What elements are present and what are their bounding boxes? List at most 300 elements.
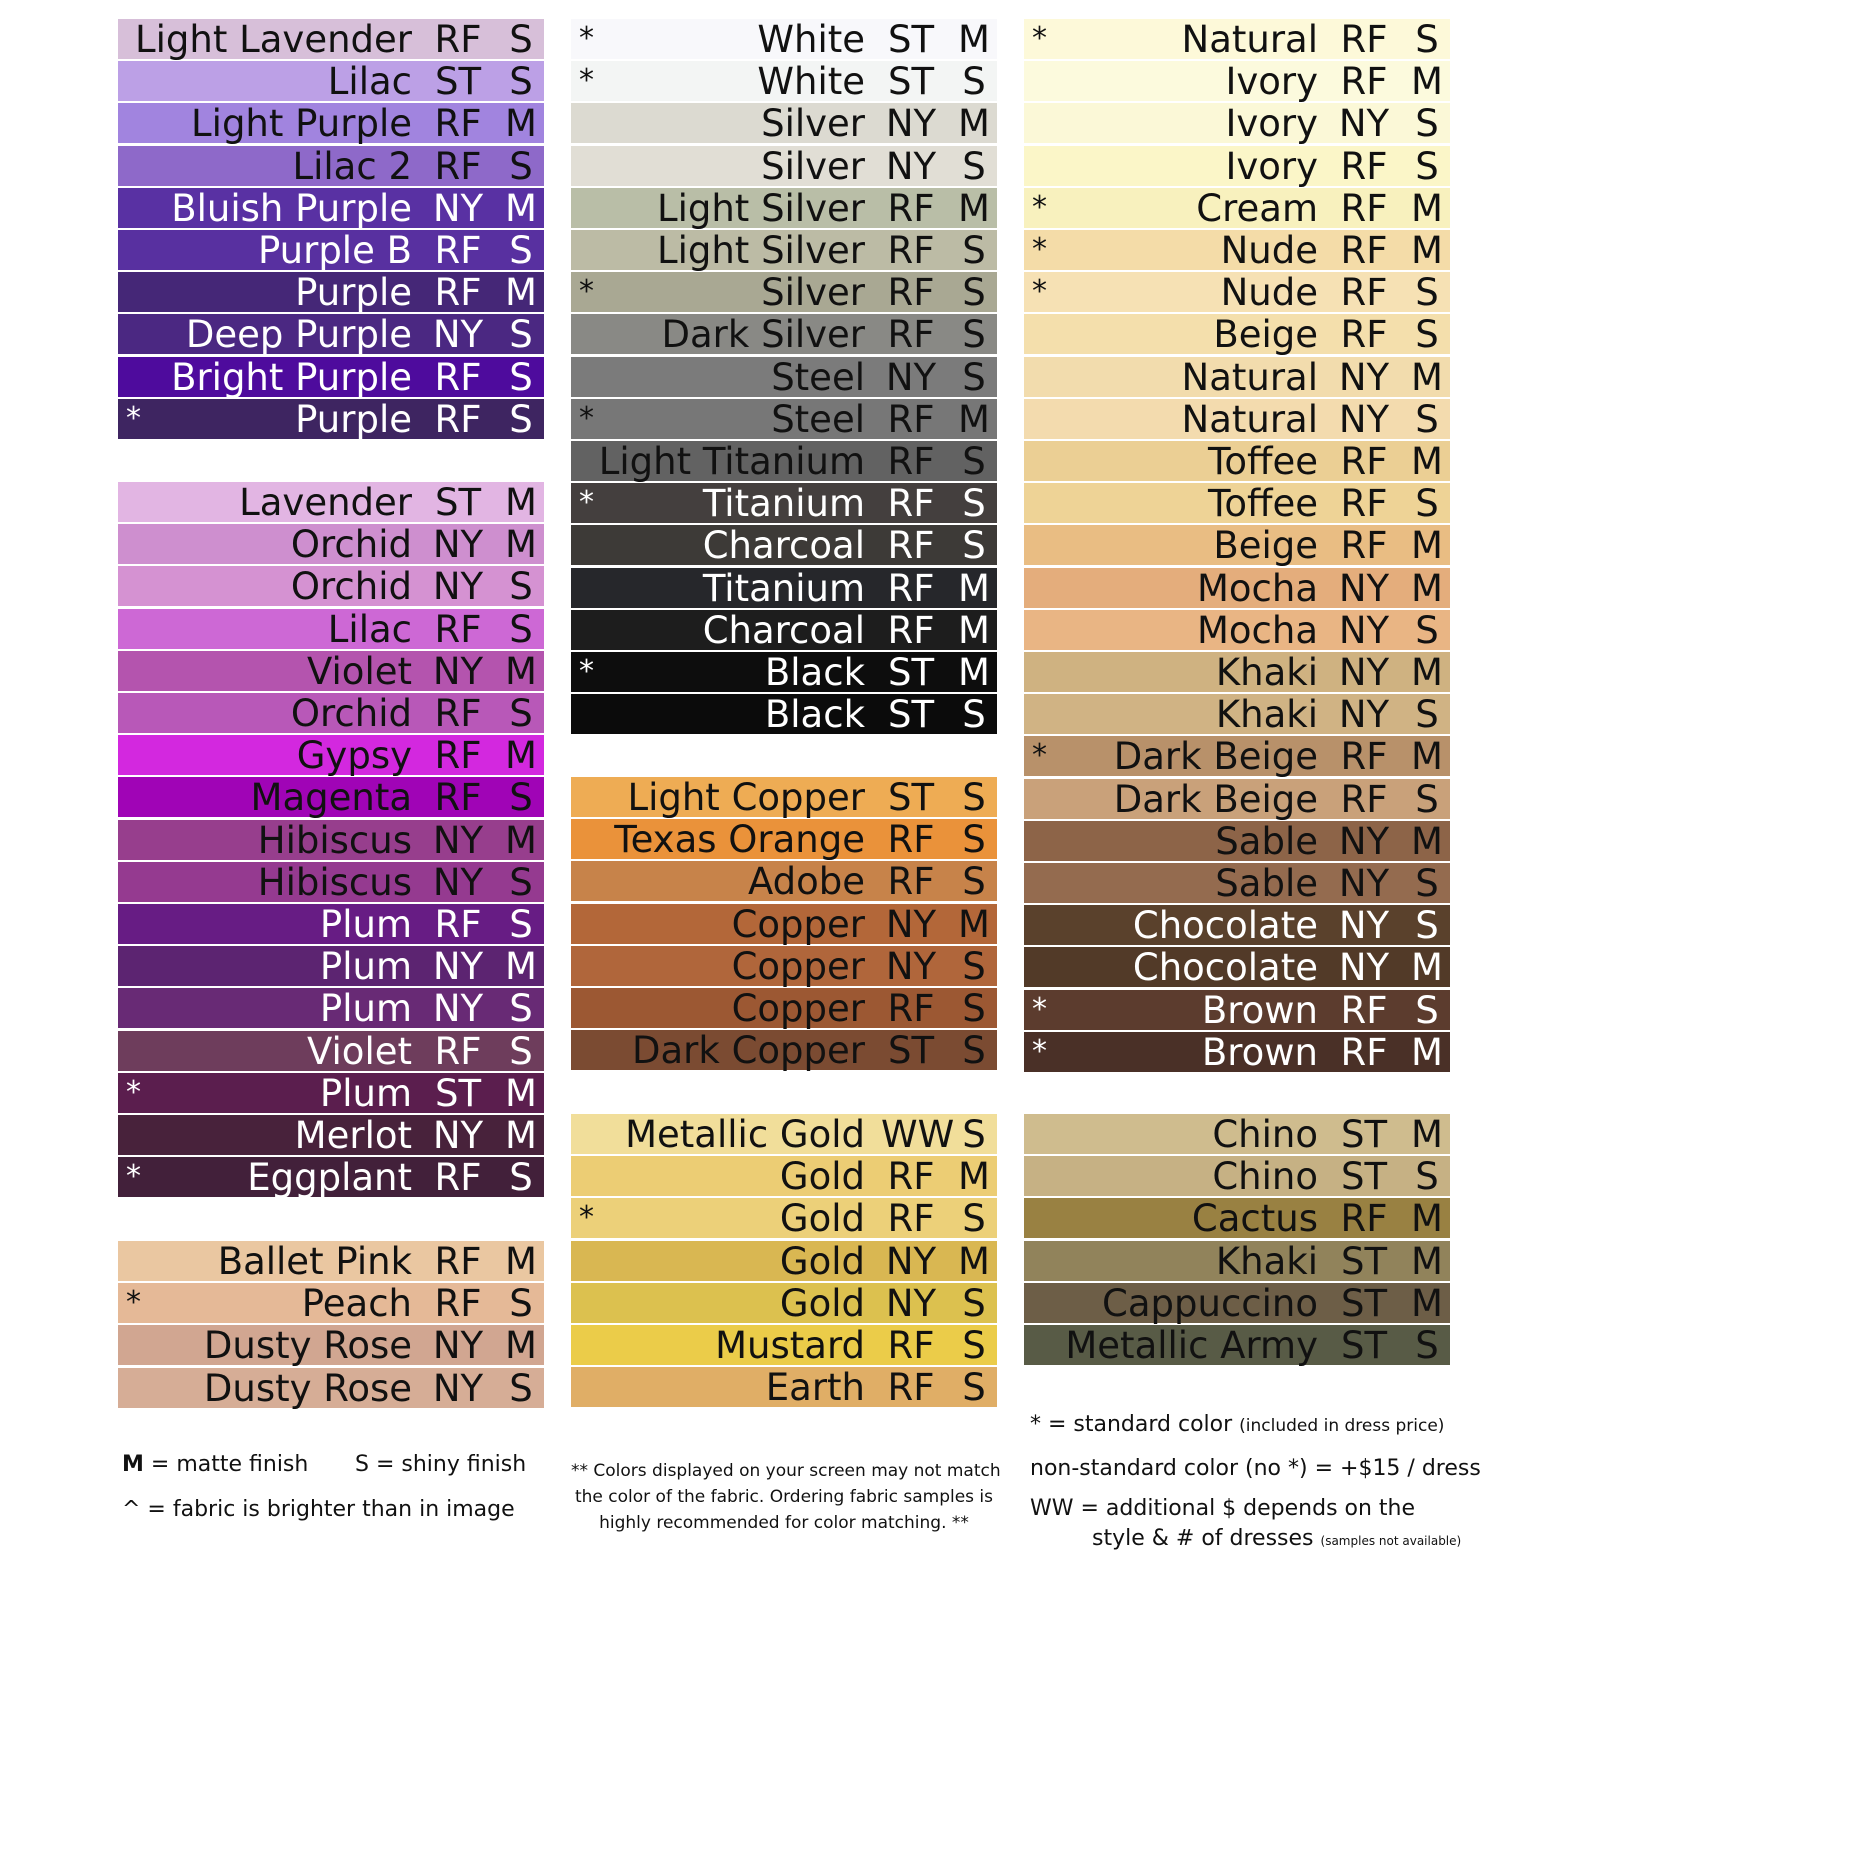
color-name: Orchid — [290, 523, 412, 566]
color-swatch-row — [1024, 1114, 1450, 1154]
finish-code: S — [1415, 609, 1439, 652]
fabric-code: RF — [434, 18, 482, 61]
color-swatch-row — [571, 399, 997, 439]
fabric-code: RF — [1340, 482, 1388, 525]
color-swatch-row — [118, 1283, 544, 1323]
standard-star: * — [1032, 21, 1047, 56]
fabric-code: NY — [1338, 693, 1390, 736]
standard-star: * — [579, 1200, 594, 1235]
color-name: Cappuccino — [1102, 1282, 1318, 1325]
fabric-code: NY — [885, 945, 937, 988]
color-name: Nude — [1220, 229, 1318, 272]
matte-key: M — [122, 1452, 144, 1477]
color-name: Texas Orange — [614, 818, 865, 861]
fabric-code: RF — [1340, 440, 1388, 483]
color-name: Dark Beige — [1113, 778, 1318, 821]
color-swatch-row — [118, 946, 544, 986]
finish-code: M — [505, 523, 537, 566]
fabric-code: WW — [881, 1113, 955, 1156]
finish-code: M — [505, 650, 537, 693]
color-name: Metallic Gold — [625, 1113, 865, 1156]
finish-code: M — [1411, 1240, 1443, 1283]
fabric-code: RF — [1340, 145, 1388, 188]
color-swatch-row — [1024, 863, 1450, 903]
color-swatch-row — [118, 1157, 544, 1197]
finish-code: S — [509, 145, 533, 188]
fabric-code: RF — [887, 987, 935, 1030]
color-name: Dark Copper — [632, 1029, 865, 1072]
color-swatch-row — [118, 777, 544, 817]
color-name: Sable — [1215, 862, 1318, 905]
color-name: Chino — [1212, 1155, 1318, 1198]
fabric-code: RF — [887, 1366, 935, 1409]
finish-code: M — [1411, 440, 1443, 483]
fabric-code: RF — [887, 482, 935, 525]
standard-star: * — [579, 485, 594, 520]
color-name: Beige — [1213, 313, 1318, 356]
color-name: Purple B — [258, 229, 412, 272]
color-name: Gold — [779, 1197, 865, 1240]
finish-code: S — [1415, 1324, 1439, 1367]
color-swatch-row — [118, 19, 544, 59]
finish-code: M — [505, 481, 537, 524]
color-swatch-row — [571, 610, 997, 650]
finish-code: M — [1411, 60, 1443, 103]
finish-code: S — [509, 60, 533, 103]
fabric-code: RF — [1340, 1031, 1388, 1074]
finish-code: S — [509, 1367, 533, 1410]
color-name: Violet — [307, 1030, 412, 1073]
finish-code: S — [1415, 989, 1439, 1032]
finish-code: S — [962, 145, 986, 188]
color-name: Dusty Rose — [203, 1367, 412, 1410]
ww-line-2: style & # of dresses — [1092, 1526, 1314, 1551]
color-swatch-row — [1024, 146, 1450, 186]
fabric-code: RF — [1340, 271, 1388, 314]
color-name: Toffee — [1208, 482, 1318, 525]
color-name: Orchid — [290, 692, 412, 735]
finish-code: S — [1415, 1155, 1439, 1198]
color-name: Violet — [307, 650, 412, 693]
color-swatch-row — [1024, 1032, 1450, 1072]
fabric-code: NY — [432, 187, 484, 230]
finish-code: S — [1415, 271, 1439, 314]
color-name: Dark Beige — [1113, 735, 1318, 778]
finish-code: M — [1411, 1113, 1443, 1156]
fabric-code: RF — [887, 567, 935, 610]
fabric-code: RF — [434, 1240, 482, 1283]
color-swatch-row — [1024, 1198, 1450, 1238]
color-swatch-row — [571, 188, 997, 228]
color-name: Ivory — [1225, 145, 1318, 188]
color-name: Gypsy — [296, 734, 412, 777]
color-swatch-row — [1024, 1325, 1450, 1365]
color-name: Charcoal — [702, 524, 865, 567]
color-name: Lilac — [327, 60, 412, 103]
color-swatch-row — [571, 694, 997, 734]
finish-code: S — [962, 1324, 986, 1367]
color-name: Brown — [1201, 989, 1318, 1032]
color-name: Light Lavender — [135, 18, 412, 61]
color-name: Adobe — [747, 860, 865, 903]
ww-legend-line-2 — [1092, 1526, 1461, 1551]
color-swatch-row — [571, 1241, 997, 1281]
fabric-code: ST — [434, 60, 482, 103]
finish-code: S — [509, 1282, 533, 1325]
standard-star: * — [579, 21, 594, 56]
color-swatch-row — [1024, 314, 1450, 354]
fabric-code: RF — [887, 313, 935, 356]
standard-small: (included in dress price) — [1239, 1416, 1445, 1436]
fabric-code: ST — [887, 18, 935, 61]
color-name: Light Titanium — [598, 440, 865, 483]
finish-code: M — [1411, 1197, 1443, 1240]
fabric-code: RF — [434, 1282, 482, 1325]
ww-small: (samples not available) — [1320, 1534, 1462, 1548]
standard-star: * — [1032, 232, 1047, 267]
color-swatch-row — [1024, 19, 1450, 59]
color-swatch-row — [1024, 1241, 1450, 1281]
finish-code: M — [505, 945, 537, 988]
color-swatch-row — [118, 820, 544, 860]
standard-star: * — [126, 1285, 141, 1320]
finish-code: M — [1411, 820, 1443, 863]
fabric-code: RF — [1340, 229, 1388, 272]
finish-code: M — [958, 651, 990, 694]
fabric-code: RF — [434, 102, 482, 145]
color-name: Black — [764, 693, 865, 736]
color-swatch-row — [118, 1368, 544, 1408]
color-name: Titanium — [702, 567, 865, 610]
color-swatch-row — [571, 652, 997, 692]
standard-text: * = standard color — [1030, 1412, 1233, 1437]
finish-code: S — [962, 818, 986, 861]
finish-code: S — [1415, 904, 1439, 947]
finish-code: M — [505, 1240, 537, 1283]
fabric-code: RF — [434, 398, 482, 441]
color-swatch-row — [1024, 652, 1450, 692]
color-swatch-row — [571, 946, 997, 986]
finish-code: S — [1415, 102, 1439, 145]
fabric-code: ST — [1340, 1282, 1388, 1325]
fabric-code: NY — [1338, 904, 1390, 947]
finish-code: S — [509, 608, 533, 651]
color-name: Steel — [771, 356, 865, 399]
color-name: Mocha — [1196, 567, 1318, 610]
color-swatch-row — [1024, 441, 1450, 481]
fabric-code: RF — [1340, 524, 1388, 567]
shiny-key: S — [355, 1452, 369, 1477]
fabric-code: NY — [432, 650, 484, 693]
color-name: Copper — [731, 987, 865, 1030]
matte-text: = matte finish — [143, 1452, 309, 1477]
color-swatch-row — [118, 272, 544, 312]
fabric-code: RF — [887, 271, 935, 314]
color-swatch-row — [118, 735, 544, 775]
color-name: Dusty Rose — [203, 1324, 412, 1367]
fabric-code: ST — [887, 651, 935, 694]
screen-disclaimer — [571, 1458, 1001, 1536]
color-name: Charcoal — [702, 609, 865, 652]
color-swatch-row — [1024, 399, 1450, 439]
fabric-code: RF — [434, 776, 482, 819]
fabric-code: NY — [432, 523, 484, 566]
color-swatch-row — [1024, 272, 1450, 312]
finish-code: S — [962, 1197, 986, 1240]
nonstandard-legend: non-standard color (no *) = +$15 / dress — [1030, 1456, 1481, 1481]
color-swatch-row — [571, 146, 997, 186]
fabric-code: ST — [434, 1072, 482, 1115]
standard-star: * — [1032, 992, 1047, 1027]
finish-code: M — [505, 102, 537, 145]
color-swatch-row — [1024, 230, 1450, 270]
color-swatch-row — [571, 1198, 997, 1238]
disclaimer-line-3: highly recommended for color matching. ** — [599, 1513, 969, 1533]
fabric-code: RF — [887, 818, 935, 861]
color-name: Mustard — [715, 1324, 865, 1367]
finish-code: S — [962, 229, 986, 272]
color-swatch-row — [571, 861, 997, 901]
color-swatch-row — [118, 1031, 544, 1071]
finish-code: M — [1411, 229, 1443, 272]
finish-code: S — [509, 692, 533, 735]
color-name: Hibiscus — [257, 861, 412, 904]
color-swatch-row — [1024, 736, 1450, 776]
color-swatch-row — [571, 272, 997, 312]
color-swatch-row — [571, 1114, 997, 1154]
fabric-code: NY — [1338, 567, 1390, 610]
fabric-code: NY — [432, 1114, 484, 1157]
fabric-code: NY — [432, 819, 484, 862]
fabric-code: RF — [887, 187, 935, 230]
color-name: Cactus — [1191, 1197, 1318, 1240]
fabric-code: RF — [434, 271, 482, 314]
color-swatch-row — [118, 230, 544, 270]
color-swatch-row — [118, 609, 544, 649]
fabric-code: RF — [1340, 735, 1388, 778]
finish-code: S — [509, 18, 533, 61]
standard-star: * — [1032, 274, 1047, 309]
color-name: Toffee — [1208, 440, 1318, 483]
finish-code: S — [962, 693, 986, 736]
color-swatch-row — [571, 904, 997, 944]
fabric-code: RF — [887, 860, 935, 903]
color-swatch-row — [571, 1325, 997, 1365]
color-name: Copper — [731, 903, 865, 946]
brighter-legend: ^ = fabric is brighter than in image — [122, 1497, 515, 1522]
fabric-code: NY — [1338, 356, 1390, 399]
color-swatch-row — [1024, 990, 1450, 1030]
fabric-code: NY — [885, 145, 937, 188]
finish-code: S — [1415, 778, 1439, 821]
finish-code: S — [1415, 862, 1439, 905]
fabric-code: NY — [1338, 609, 1390, 652]
color-name: Light Silver — [656, 187, 865, 230]
color-name: Plum — [319, 903, 412, 946]
finish-code: M — [1411, 524, 1443, 567]
color-name: Ivory — [1225, 102, 1318, 145]
color-name: Khaki — [1215, 1240, 1318, 1283]
shiny-text: = shiny finish — [368, 1452, 527, 1477]
color-swatch-row — [118, 651, 544, 691]
fabric-code: RF — [887, 229, 935, 272]
fabric-code: RF — [434, 356, 482, 399]
fabric-code: NY — [1338, 651, 1390, 694]
finish-code: M — [505, 1072, 537, 1115]
fabric-code: RF — [434, 734, 482, 777]
finish-code: S — [509, 861, 533, 904]
finish-code: M — [958, 567, 990, 610]
finish-code: M — [505, 187, 537, 230]
color-name: Deep Purple — [185, 313, 412, 356]
fabric-code: RF — [434, 608, 482, 651]
finish-code: S — [509, 398, 533, 441]
standard-star: * — [579, 274, 594, 309]
finish-code: S — [962, 860, 986, 903]
color-swatch-row — [1024, 694, 1450, 734]
color-swatch-row — [1024, 947, 1450, 987]
fabric-code: RF — [434, 1030, 482, 1073]
color-name: Dark Silver — [661, 313, 865, 356]
color-name: Metallic Army — [1065, 1324, 1318, 1367]
color-swatch-row — [1024, 525, 1450, 565]
fabric-code: RF — [1340, 60, 1388, 103]
color-name: Gold — [779, 1240, 865, 1283]
color-name: Chocolate — [1132, 904, 1318, 947]
color-swatch-row — [571, 19, 997, 59]
color-name: Gold — [779, 1155, 865, 1198]
finish-code: M — [958, 18, 990, 61]
finish-code: M — [1411, 735, 1443, 778]
finish-code: S — [509, 903, 533, 946]
color-swatch-row — [571, 1367, 997, 1407]
color-name: Black — [764, 651, 865, 694]
fabric-code: NY — [1338, 862, 1390, 905]
color-name: Gold — [779, 1282, 865, 1325]
color-name: Eggplant — [247, 1156, 412, 1199]
color-name: Bluish Purple — [171, 187, 412, 230]
color-name: Lilac 2 — [292, 145, 412, 188]
color-swatch-row — [118, 1241, 544, 1281]
finish-code: M — [1411, 1282, 1443, 1325]
matte-legend — [122, 1452, 308, 1477]
color-swatch-row — [118, 566, 544, 606]
color-swatch-row — [1024, 357, 1450, 397]
color-name: Plum — [319, 987, 412, 1030]
fabric-code: ST — [1340, 1240, 1388, 1283]
color-swatch-row — [571, 483, 997, 523]
color-swatch-row — [118, 862, 544, 902]
fabric-code: RF — [1340, 989, 1388, 1032]
finish-code: S — [962, 313, 986, 356]
color-swatch-row — [1024, 188, 1450, 228]
finish-code: M — [1411, 356, 1443, 399]
fabric-code: NY — [885, 1282, 937, 1325]
fabric-code: ST — [887, 693, 935, 736]
fabric-code: NY — [885, 102, 937, 145]
fabric-code: RF — [887, 609, 935, 652]
finish-code: M — [958, 102, 990, 145]
color-name: Hibiscus — [257, 819, 412, 862]
color-swatch-row — [118, 1115, 544, 1155]
fabric-code: RF — [434, 903, 482, 946]
fabric-code: NY — [1338, 946, 1390, 989]
finish-code: M — [958, 609, 990, 652]
color-name: Magenta — [250, 776, 412, 819]
fabric-code: ST — [887, 60, 935, 103]
fabric-code: RF — [434, 692, 482, 735]
finish-code: M — [1411, 946, 1443, 989]
fabric-code: NY — [885, 1240, 937, 1283]
color-swatch-row — [118, 524, 544, 564]
finish-code: S — [962, 60, 986, 103]
finish-code: M — [505, 1114, 537, 1157]
fabric-code: ST — [887, 1029, 935, 1072]
color-name: Beige — [1213, 524, 1318, 567]
color-swatch-row — [118, 146, 544, 186]
finish-code: S — [1415, 18, 1439, 61]
color-swatch-row — [118, 904, 544, 944]
fabric-code: NY — [1338, 398, 1390, 441]
color-swatch-row — [118, 399, 544, 439]
fabric-code: RF — [887, 524, 935, 567]
color-swatch-row — [1024, 61, 1450, 101]
color-name: Sable — [1215, 820, 1318, 863]
standard-star: * — [1032, 1034, 1047, 1069]
color-swatch-row — [118, 693, 544, 733]
fabric-code: NY — [432, 565, 484, 608]
fabric-code: RF — [434, 229, 482, 272]
finish-code: S — [962, 482, 986, 525]
color-swatch-row — [571, 103, 997, 143]
finish-code: M — [505, 1324, 537, 1367]
color-name: White — [757, 18, 865, 61]
fabric-code: RF — [887, 440, 935, 483]
standard-legend — [1030, 1412, 1444, 1437]
fabric-code: RF — [1340, 1197, 1388, 1240]
color-name: Purple — [295, 398, 412, 441]
color-swatch-row — [118, 988, 544, 1028]
finish-code: S — [962, 1113, 986, 1156]
fabric-code: RF — [1340, 778, 1388, 821]
color-name: Merlot — [294, 1114, 412, 1157]
color-swatch-row — [118, 314, 544, 354]
color-swatch-row — [1024, 1283, 1450, 1323]
color-swatch-row — [571, 988, 997, 1028]
color-name: Chocolate — [1132, 946, 1318, 989]
color-name: Ballet Pink — [217, 1240, 412, 1283]
finish-code: S — [509, 313, 533, 356]
color-swatch-row — [1024, 568, 1450, 608]
finish-code: M — [1411, 567, 1443, 610]
standard-star: * — [579, 63, 594, 98]
color-swatch-row — [118, 61, 544, 101]
fabric-code: NY — [1338, 102, 1390, 145]
color-name: Lavender — [239, 481, 412, 524]
fabric-code: RF — [434, 1156, 482, 1199]
color-swatch-row — [571, 525, 997, 565]
color-name: Light Silver — [656, 229, 865, 272]
finish-code: S — [509, 1156, 533, 1199]
finish-code: S — [962, 356, 986, 399]
fabric-code: RF — [887, 1324, 935, 1367]
finish-code: S — [962, 1366, 986, 1409]
color-name: Peach — [301, 1282, 412, 1325]
color-name: Copper — [731, 945, 865, 988]
color-name: Plum — [319, 1072, 412, 1115]
color-swatch-row — [1024, 1156, 1450, 1196]
color-name: Silver — [761, 102, 865, 145]
